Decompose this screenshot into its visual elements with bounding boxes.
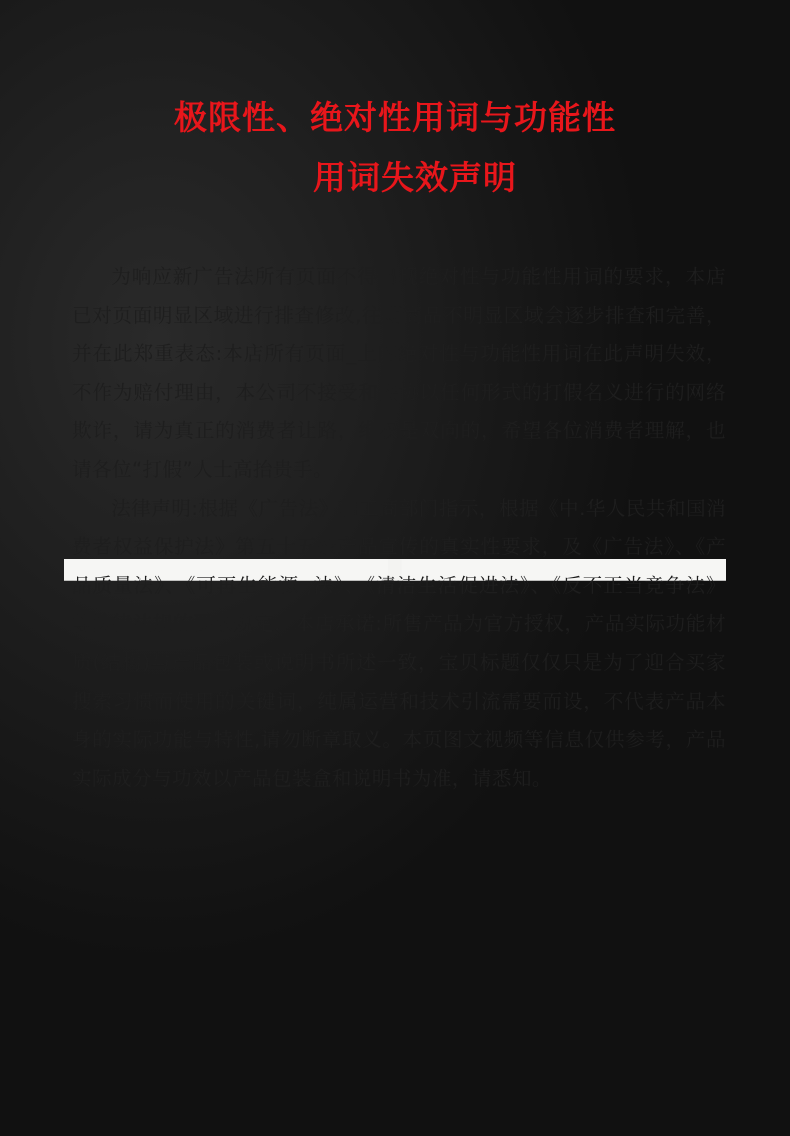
title-line-1: 极限性、绝对性用词与功能性	[174, 98, 616, 137]
paragraph-absolute-terms: 为响应新广告法所有页面不得出现绝对性与功能性用词的要求，本店已对页面明显区域进行排查修改,往期商品不明显区域会逐步排查和完善，并在此郑重表态:本店所有页面_上的绝对性与功能性用词在此声明失效，不作为赔付理由，本公司不接受和妥协以任何形式的打假名义进行的网络欺诈，请为真正的消费者让路，维权是双向的，希望各位消费者理解，也请各位“打假”人士高抬贵手。	[72, 265, 726, 481]
paragraph-legal-statement: 法律声明:根据《广告法》和工商部门指示，根据《中.华人民共和国消费者权益保护法》第五十五条产品宣传的真实性要求，及《广告法》、《产品质量法》、《可再生能源 ,法》、《清洁生活促进法》、《反不正当竞争法》 等法律法规的要求规定，本店承诺:所售产品为官方授权，产品实际功能材质(结构)与产品包装或说明书所述一致，宝贝标题仅仅只是为了迎合买家搜索习惯而使用的关键词，纯属运营和技术引流需要而设，不代表产品本身的实际功能与特性,请勿断章取义。本页图文视频等信息仅供参考，产品实际成分与功效以产品包装盒和说明书为准，请悉知。	[72, 496, 726, 790]
title-line-2: 用词失效声明	[313, 158, 517, 197]
declaration-body	[72, 258, 726, 798]
